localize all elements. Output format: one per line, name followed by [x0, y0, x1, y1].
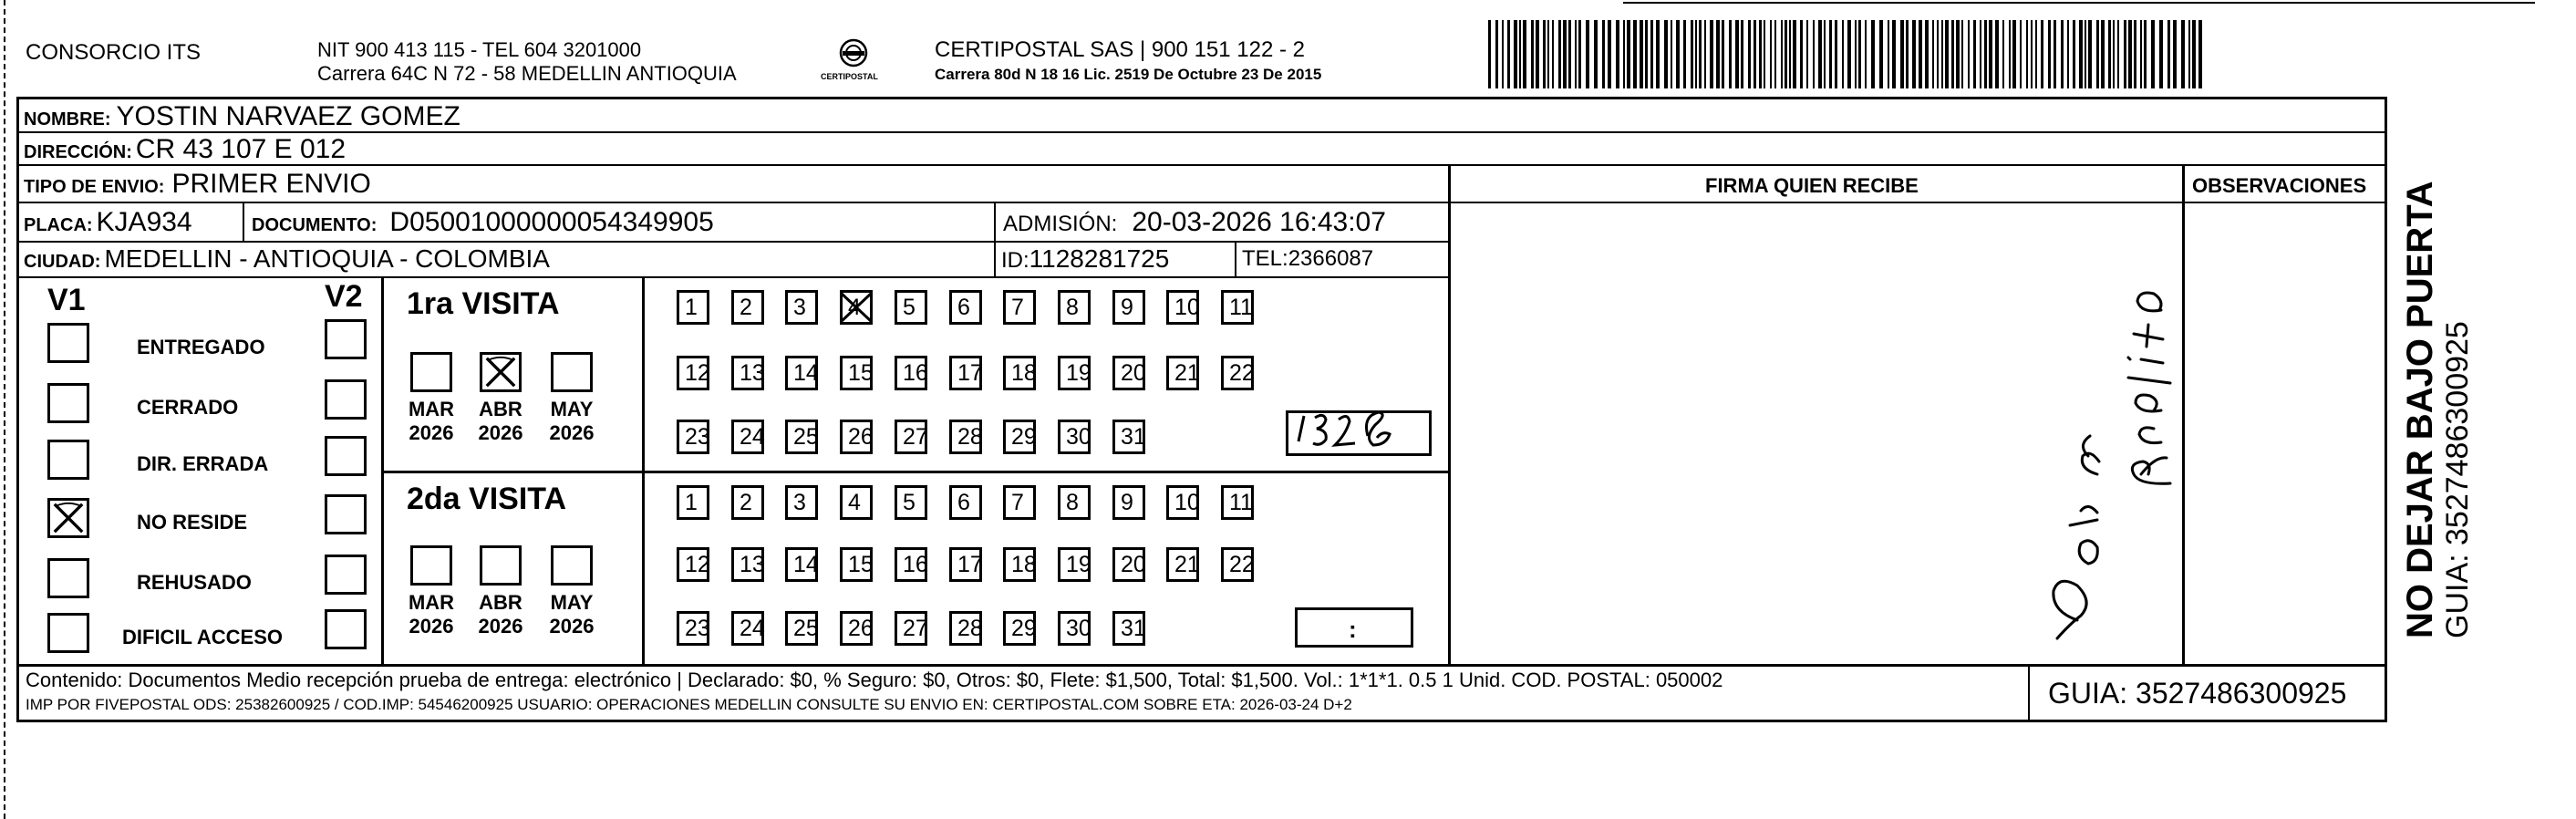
- visit1-day-2[interactable]: 2: [731, 290, 764, 325]
- visit2-month-label-mar: MAR 2026: [408, 591, 455, 638]
- visit2-day-21[interactable]: 21: [1166, 547, 1199, 582]
- visit2-day-18[interactable]: 18: [1003, 547, 1036, 582]
- v2-checkbox-dir-errada[interactable]: [325, 436, 367, 476]
- visit2-day-24[interactable]: 24: [731, 611, 764, 646]
- city-field: CIUDAD: MEDELLIN - ANTIOQUIA - COLOMBIA: [24, 244, 550, 273]
- visit1-day-31[interactable]: 31: [1112, 420, 1145, 454]
- visit2-month-label-abr: ABR 2026: [478, 591, 523, 638]
- visit1-day-8[interactable]: 8: [1058, 290, 1091, 325]
- visit2-month-checkbox-abr[interactable]: [480, 545, 522, 586]
- status-label-no-reside: NO RESIDE: [137, 511, 248, 534]
- visit2-day-4[interactable]: 4: [840, 485, 873, 520]
- carrier-name: CERTIPOSTAL SAS | 900 151 122 - 2: [935, 37, 1305, 62]
- visit1-day-25[interactable]: 25: [785, 420, 818, 454]
- barcode: [1485, 20, 2214, 88]
- carrier-address: Carrera 80d N 18 16 Lic. 2519 De Octubre 23 De 2015: [935, 66, 1322, 83]
- company-name: CONSORCIO ITS: [26, 40, 202, 65]
- v1-checkbox-cerrado[interactable]: [47, 383, 89, 423]
- visit2-day-2[interactable]: 2: [731, 485, 764, 520]
- visit2-title: 2da VISITA: [407, 482, 567, 516]
- status-label-dir-errada: DIR. ERRADA: [137, 452, 269, 475]
- status-label-cerrado: CERRADO: [137, 396, 239, 419]
- visit2-day-20[interactable]: 20: [1112, 547, 1145, 582]
- admission-field: ADMISIÓN: 20-03-2026 16:43:07: [1003, 207, 1386, 237]
- visit2-day-12[interactable]: 12: [677, 547, 709, 582]
- visit1-day-21[interactable]: 21: [1166, 356, 1199, 390]
- visit2-day-29[interactable]: 29: [1003, 611, 1036, 646]
- shipment-type-field: TIPO DE ENVIO: PRIMER ENVIO: [24, 169, 371, 199]
- visit1-day-18[interactable]: 18: [1003, 356, 1036, 390]
- visit1-title: 1ra VISITA: [407, 286, 560, 321]
- visit2-day-1[interactable]: 1: [677, 485, 709, 520]
- visit2-day-22[interactable]: 22: [1221, 547, 1254, 582]
- visit1-month-checkbox-may[interactable]: [551, 352, 593, 392]
- v2-checkbox-dificil-acceso[interactable]: [325, 609, 367, 649]
- visit1-day-17[interactable]: 17: [949, 356, 982, 390]
- visit1-day-11[interactable]: 11: [1221, 290, 1254, 325]
- visit1-day-15[interactable]: 15: [840, 356, 873, 390]
- v1-header: V1: [47, 283, 86, 317]
- visit1-day-20[interactable]: 20: [1112, 356, 1145, 390]
- address-field: DIRECCIÓN: CR 43 107 E 012: [24, 134, 347, 164]
- visit1-day-9[interactable]: 9: [1112, 290, 1145, 325]
- side-notice: NO DEJAR BAJO PUERTA GUIA: 3527486300925: [2400, 181, 2475, 638]
- visit1-day-28[interactable]: 28: [949, 420, 982, 454]
- visit2-day-3[interactable]: 3: [785, 485, 818, 520]
- visit2-day-28[interactable]: 28: [949, 611, 982, 646]
- footer-guia: GUIA: 3527486300925: [2048, 677, 2347, 710]
- v2-header: V2: [325, 279, 363, 314]
- visit1-day-13[interactable]: 13: [731, 356, 764, 390]
- visit2-day-8[interactable]: 8: [1058, 485, 1091, 520]
- v1-checkbox-dificil-acceso[interactable]: [47, 613, 89, 653]
- footer-content-line: Contenido: Documentos Medio recepción prueba de entrega: electrónico | Declarado: $0, % Seguro: $0, Otros: $0, Flete: $1,500, Total: $1,500. Vol.: 1*1*1. 0.5 1 Unid. COD. POSTAL: 050002: [26, 669, 1723, 691]
- visit1-day-5[interactable]: 5: [895, 290, 927, 325]
- visit2-day-9[interactable]: 9: [1112, 485, 1145, 520]
- visit1-month-label-mar: MAR 2026: [408, 398, 455, 445]
- form-frame: [16, 97, 2387, 722]
- visit2-day-6[interactable]: 6: [949, 485, 982, 520]
- visit2-month-checkbox-may[interactable]: [551, 545, 593, 586]
- visit2-day-31[interactable]: 31: [1112, 611, 1145, 646]
- visit2-day-23[interactable]: 23: [677, 611, 709, 646]
- v1-checkbox-entregado[interactable]: [47, 323, 89, 363]
- visit2-month-checkbox-mar[interactable]: [410, 545, 452, 586]
- visit2-day-15[interactable]: 15: [840, 547, 873, 582]
- visit2-day-30[interactable]: 30: [1058, 611, 1091, 646]
- v1-checkbox-no-reside[interactable]: [47, 498, 89, 538]
- visit1-month-checkbox-mar[interactable]: [410, 352, 452, 392]
- visit1-day-6[interactable]: 6: [949, 290, 982, 325]
- visit1-day-19[interactable]: 19: [1058, 356, 1091, 390]
- visit1-day-30[interactable]: 30: [1058, 420, 1091, 454]
- visit2-day-27[interactable]: 27: [895, 611, 927, 646]
- visit2-day-16[interactable]: 16: [895, 547, 927, 582]
- top-edge: [1623, 0, 2535, 4]
- visit2-day-10[interactable]: 10: [1166, 485, 1199, 520]
- page-edge: [0, 0, 5, 819]
- visit1-day-3[interactable]: 3: [785, 290, 818, 325]
- visit1-month-label-may: MAY 2026: [549, 398, 595, 445]
- signature-column-header: FIRMA QUIEN RECIBE: [1705, 174, 1919, 197]
- visit1-handwritten-time: [1291, 407, 1428, 461]
- company-address: Carrera 64C N 72 - 58 MEDELLIN ANTIOQUIA: [317, 62, 737, 85]
- document-field: DOCUMENTO: D05001000000054349905: [252, 207, 714, 237]
- visit2-day-7[interactable]: 7: [1003, 485, 1036, 520]
- visit1-day-27[interactable]: 27: [895, 420, 927, 454]
- visit1-day-14[interactable]: 14: [785, 356, 818, 390]
- footer-print-line: IMP POR FIVEPOSTAL ODS: 25382600925 / COD.IMP: 54546200925 USUARIO: OPERACIONES MEDELLIN CONSULTE SU ENVIO EN: CERTIPOSTAL.COM SOBRE ETA: 2026-03-24 D+2: [26, 696, 1352, 713]
- visit1-day-7[interactable]: 7: [1003, 290, 1036, 325]
- v2-checkbox-entregado[interactable]: [325, 319, 367, 359]
- v2-checkbox-cerrado[interactable]: [325, 379, 367, 420]
- v1-checkbox-rehusado[interactable]: [47, 558, 89, 598]
- visit1-day-22[interactable]: 22: [1221, 356, 1254, 390]
- status-label-dificil-acceso: DIFICIL ACCESO: [122, 626, 284, 648]
- visit2-day-25[interactable]: 25: [785, 611, 818, 646]
- v2-checkbox-no-reside[interactable]: [325, 494, 367, 534]
- certipostal-logo: CERTIPOSTAL: [817, 36, 890, 89]
- visit1-day-10[interactable]: 10: [1166, 290, 1199, 325]
- observations-column-header: OBSERVACIONES: [2192, 174, 2367, 197]
- visit1-day-12[interactable]: 12: [677, 356, 709, 390]
- v1-checkbox-dir-errada[interactable]: [47, 440, 89, 480]
- visit1-day-1[interactable]: 1: [677, 290, 709, 325]
- visit1-day-24[interactable]: 24: [731, 420, 764, 454]
- visit1-month-label-abr: ABR 2026: [478, 398, 523, 445]
- company-nit: NIT 900 413 115 - TEL 604 3201000: [317, 38, 642, 61]
- visit1-day-26[interactable]: 26: [840, 420, 873, 454]
- status-label-entregado: ENTREGADO: [137, 336, 265, 358]
- status-label-rehusado: REHUSADO: [137, 571, 252, 594]
- visit2-day-19[interactable]: 19: [1058, 547, 1091, 582]
- visit2-day-13[interactable]: 13: [731, 547, 764, 582]
- visit1-day-29[interactable]: 29: [1003, 420, 1036, 454]
- visit1-day-23[interactable]: 23: [677, 420, 709, 454]
- visit2-month-label-may: MAY 2026: [549, 591, 595, 638]
- visit1-day-4[interactable]: 4: [840, 290, 873, 325]
- visit2-day-26[interactable]: 26: [840, 611, 873, 646]
- visit2-day-11[interactable]: 11: [1221, 485, 1254, 520]
- name-field: NOMBRE: YOSTIN NARVAEZ GOMEZ: [24, 101, 460, 131]
- v2-checkbox-rehusado[interactable]: [325, 555, 367, 595]
- handwritten-observation: [2033, 246, 2179, 657]
- visit2-day-14[interactable]: 14: [785, 547, 818, 582]
- id-field: ID:1128281725: [1001, 244, 1170, 273]
- visit2-day-17[interactable]: 17: [949, 547, 982, 582]
- tel-field: TEL:2366087: [1242, 246, 1374, 271]
- visit2-time-box[interactable]: :: [1295, 607, 1413, 648]
- plate-field: PLACA: KJA934: [24, 207, 192, 237]
- visit2-day-5[interactable]: 5: [895, 485, 927, 520]
- visit1-month-checkbox-abr[interactable]: [480, 352, 522, 392]
- visit1-day-16[interactable]: 16: [895, 356, 927, 390]
